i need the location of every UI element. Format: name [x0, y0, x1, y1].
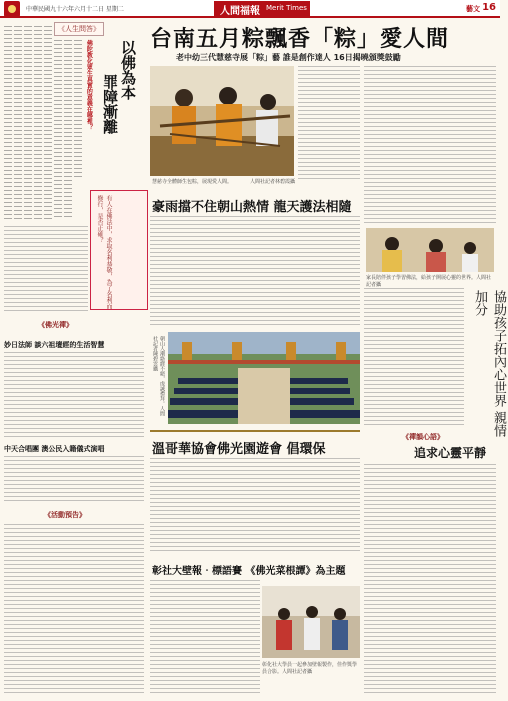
text-block — [4, 352, 144, 438]
question-heading: 佛陀教化眾生真實的意義在哪裡？ — [85, 40, 93, 130]
pilgrimage-photo-caption: 朝山人潮絡繹不絕，虔誠禮拜。人間社記者陳碧雲攝 — [152, 336, 165, 416]
newspaper-logo-icon — [4, 1, 20, 17]
column-tag-events: 《活動預告》 — [44, 511, 86, 519]
headline-article1: 妙日法師 談六祖壇經的生活智慧 — [4, 341, 105, 349]
column-tag-mind: 《禪韻心語》 — [402, 433, 444, 441]
section-label: 藝文 — [466, 5, 480, 13]
changhua-photo-caption: 彰化社大學員一起參加壁報製作，佳作獎學員合影。人間社記者攝 — [262, 662, 358, 675]
text-column — [34, 26, 42, 222]
text-column — [74, 40, 82, 180]
parent-child-photo — [366, 228, 494, 272]
question-box — [90, 190, 148, 310]
rain-story-headline: 豪雨擋不住朝山熱情 龍天護法相隨 — [152, 200, 352, 215]
right-story-headline: 協助孩子拓內心世界 親情加分 — [472, 290, 506, 438]
issue-date: 中華民國九十六年六月十二日 星期二 — [26, 6, 124, 13]
page-header — [0, 0, 500, 18]
masthead-english: Merit Times — [266, 4, 307, 12]
family-photo-caption: 家長陪伴孩子學習佛法，給孩子開展心靈的世界。人間社記者攝 — [366, 275, 492, 288]
text-column — [4, 26, 12, 222]
text-column — [64, 40, 72, 220]
pilgrimage-photo — [168, 332, 360, 424]
text-block — [4, 226, 88, 314]
masthead-title: 人間福報 — [220, 6, 260, 17]
masthead — [214, 1, 310, 16]
main-headline: 台南五月粽飄香「粽」愛人間 — [150, 26, 450, 52]
divider — [150, 430, 360, 432]
vancouver-story-headline: 溫哥華協會佛光園遊會 倡環保 — [152, 442, 326, 457]
main-subheadline: 老中幼三代慧慈寺展「粽」藝 誰是創作達人 16日揭曉頒獎鼓勵 — [176, 53, 401, 62]
family-photo — [366, 228, 494, 272]
text-block — [298, 66, 360, 180]
mind-column-headline: 追求心靈平靜 — [414, 446, 487, 460]
pilgrimage-crowd-photo — [168, 332, 360, 424]
text-block — [364, 66, 496, 226]
changhua-story-headline: 彰社大壁報‧標語賽 《佛光菜根譚》為主題 — [152, 566, 346, 577]
question-box-text: 有人在佛法中，求取名利恭敬，為了名利而修行，是否正確？ — [96, 195, 112, 309]
text-block — [150, 216, 360, 328]
article-title-line1: 以佛為本 — [119, 40, 137, 100]
text-block — [364, 464, 496, 696]
text-column — [14, 26, 22, 222]
text-block — [364, 288, 464, 428]
article-title-line2: 罪障漸離 — [101, 74, 119, 134]
main-photo-caption: 慧慈寺全體師生包粽，展現愛人間。 — [152, 179, 233, 185]
column-tag-buddha-light: 《佛光禪》 — [38, 321, 73, 329]
text-column — [44, 26, 52, 222]
text-block — [4, 456, 144, 504]
main-photo-credit: 人間社記者林碧霞攝 — [250, 179, 296, 185]
changhua-photo — [262, 586, 360, 658]
main-photo — [150, 66, 294, 176]
zongzi-making-photo — [150, 66, 294, 176]
text-block — [150, 580, 260, 696]
headline-article2: 中天合唱團 澳公民入籍儀式演唱 — [4, 445, 105, 453]
events-list — [4, 524, 144, 696]
column-tag-life-qa: 《人生問答》 — [54, 22, 104, 36]
students-group-photo — [262, 586, 360, 658]
page-number: 16 — [482, 2, 496, 13]
text-block — [150, 458, 360, 554]
text-column — [54, 40, 62, 220]
text-column — [24, 26, 32, 222]
